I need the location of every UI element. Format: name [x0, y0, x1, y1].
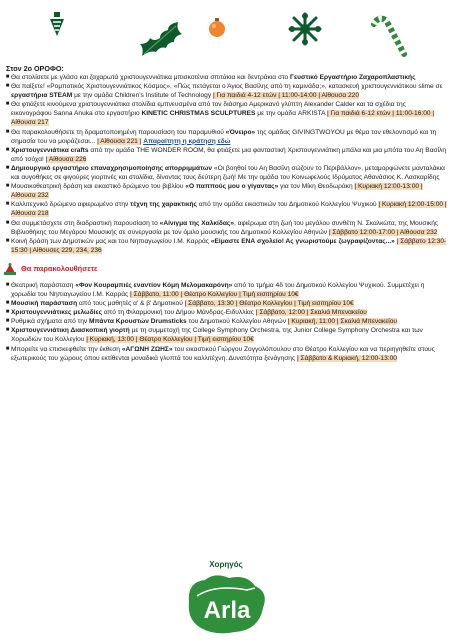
body-text: από το τμήμα 4δ του Δημοτικού Κολλεγίου Ψυχικού. Συμμετέχει η χορωδία του Νηπιαγωγείου Ι.Μ. Καρράς: [11, 281, 425, 298]
emphasis-text: Δημιουργικό εργαστήριο επαναχρησιμοποίησης απορριμμάτων: [11, 164, 213, 172]
emphasis-text: Μουσική παράσταση: [11, 300, 78, 308]
activity-item: [4, 73, 448, 82]
emphasis-text: τέχνη της χαρακτικής: [130, 201, 197, 209]
body-text: Μουσικοθεατρική δράση και εικαστικό δρώμενο του βιβλίου: [11, 183, 186, 191]
holly-leaf-icon: [138, 18, 186, 62]
emphasis-text: εργαστήρια STEAM: [11, 92, 73, 100]
emphasis-text: «Φον Κουραμπιές εναντίον Κόμη Μελομακαρόνη»: [75, 281, 233, 289]
performance-item: [4, 281, 448, 299]
elf-hat-icon: [4, 263, 16, 275]
emphasis-text: Χριστουγεννιάτικη Διασκοπική γιορτή: [11, 327, 130, 335]
performance-item: [4, 317, 448, 326]
body-text: Ρυθμικά σχήματα από την: [11, 318, 90, 326]
activity-item: [4, 128, 448, 146]
activity-item: [4, 200, 448, 218]
schedule-info: | Σάββατο, 12:00 | Σκαλιά Μπενακείου: [255, 309, 367, 317]
booking-link[interactable]: Απαραίτητη η κράτηση εδώ: [143, 137, 231, 145]
activity-text: [11, 100, 448, 127]
watch-section-header: [4, 263, 448, 275]
activity-item: [4, 182, 448, 200]
body-text: Θα φτιάξετε κινούμενα χριστουγεννιάτικα στολίδια εμπνευσμένα από τον διάσημο Αμερικανό γλύπτη Alexander Calder και τα σχέδια της εικονογράφου Sanna Anuka στο εργαστήριο: [11, 101, 406, 118]
christmas-bauble-icon: [44, 10, 70, 40]
body-text: Θα παρακολουθήσετε τη δραματοποιημένη παρουσίαση του παραμυθιού: [11, 128, 226, 136]
performance-item: [4, 299, 448, 308]
bullet-icon: ■: [5, 201, 10, 208]
bullet-icon: ■: [5, 318, 10, 325]
bullet-icon: ■: [5, 281, 10, 288]
body-text: από την ομάδα THE WONDER ROOM, θα φτιάξετε μια φανταστική Χριστουγεννιάτικη μπάλα και μια μπότα του Αη Βασίλη από τσόχα!: [11, 146, 447, 163]
bullet-icon: ■: [5, 327, 10, 334]
body-text: από τους μαθητές α' & β' Δημοτικού: [77, 300, 185, 308]
schedule-info: | Σάββατο, 13:30 | Θέατρο Κολλεγίου | Τιμή εισιτηρίου 10€: [184, 300, 354, 308]
body-text: της ομάδας GIVINGTWOYOU με θέμα τον εθελοντισμό και τη σημασία του να μοιράζεσαι...: [11, 128, 437, 145]
activity-text: [11, 128, 448, 146]
activity-text: [11, 219, 448, 237]
performance-item: [4, 345, 448, 363]
emphasis-text: Γευστικό Εργαστήριο Ζαχαροπλαστικής: [290, 74, 416, 81]
activity-item: [4, 237, 448, 255]
activity-text: [11, 73, 448, 82]
activity-text: [11, 237, 448, 255]
schedule-info: | Αίθουσα 226: [45, 155, 87, 163]
activity-text: [11, 182, 448, 200]
performance-item: [4, 308, 448, 317]
body-text: Καλλιτεχνικό δρώμενο αφιερωμένο στην: [11, 201, 131, 209]
activity-item: [4, 146, 448, 164]
bullet-icon: ■: [5, 183, 10, 190]
emphasis-text: «Ο παππούς μου ο γίγαντας»: [185, 183, 279, 191]
body-text: από την ομάδα εικαστικών του Δημοτικού Κολλεγίου Ψυχικού: [196, 201, 379, 209]
body-text: για τον Μίκη Θεοδωράκη: [278, 183, 355, 191]
body-text: με την ομάδα ARKISTA: [255, 110, 328, 118]
performance-text: [11, 345, 448, 363]
candy-cane-icon: [368, 14, 408, 58]
emphasis-text: «ΑΓΩΝΗ ΖΩΗΣ»: [121, 345, 173, 353]
schedule-info: | Για παιδιά 6-12 ετών | 11:00-16:00 | Αίθουσα 217: [11, 110, 435, 127]
bullet-icon: ■: [5, 83, 10, 90]
bullet-icon: ■: [5, 128, 10, 135]
activity-list: [4, 73, 448, 255]
performance-text: [11, 308, 448, 317]
schedule-info: | Κυριακή 12:00-15:00 | Αίθουσα 218: [11, 201, 447, 218]
arla-cow-logo: [185, 572, 269, 636]
schedule-info: | Σάββατο, 11:00 | Θέατρο Κολλεγίου | Τιμή εισιτηρίου 10€: [130, 290, 299, 298]
body-text: από τη Φιλαρμονική του Δήμου Μάνδρας-Ειδυλλίας: [102, 309, 256, 317]
activity-item: [4, 164, 448, 182]
body-text: Κοινή δράση των Δημοτικών μας και του Νηπιαγωγείου Ι.Μ. Καρράς: [11, 237, 211, 245]
schedule-info: | Αίθουσα 221 |: [97, 137, 142, 145]
body-text: του εικαστικού Γιώργου Ζογγολόπουλου στο Θέατρο Κολλεγίου και να περιηγηθείτε στους εξωτερικούς του χώρους όπου εκτίθενται μοναδικά γλυπτά του καλλιτέχνη. Δυνατότητα ξενάγησης: [11, 345, 435, 362]
activity-item: [4, 100, 448, 127]
performance-list: [4, 281, 448, 363]
body-text: , αφιέρωμα στη ζωή του μεγάλου συνθέτη Ν. Σκαλκώτα, της Μουσικής Βιβλιοθήκης του Μεγάρου Μουσικής σε συνεργασία με τον όμιλο μουσικής του Δημοτικού Κολλεγίου Αθηνών: [11, 219, 439, 236]
ornament-ball-icon: [208, 18, 226, 38]
activity-item: [4, 219, 448, 237]
body-text: Θεατρική παράσταση: [11, 281, 76, 289]
body-text: με τη συμμετοχή της College Symphony Orchestra, της Junior College Symphony Orchestra και των Χορωδιών του Κολλεγίου: [11, 327, 423, 344]
watch-heading: Θα παρακολουθήσετε: [21, 264, 98, 274]
bullet-icon: ■: [5, 164, 10, 171]
body-text: με την ομάδα Children's Institute of Technology: [72, 92, 213, 100]
bullet-icon: ■: [5, 237, 10, 244]
activity-text: [11, 146, 448, 164]
bullet-icon: ■: [5, 345, 10, 352]
emphasis-text: «Όνειρο»: [225, 128, 256, 136]
bullet-icon: ■: [5, 300, 10, 307]
bullet-icon: ■: [5, 309, 10, 316]
schedule-info: | Σάββατο 12:30-15:30 | Αίθουσες 229, 234, 236: [11, 237, 447, 254]
body-text: Θα παίξετε! «Ρομποτικός Χριστουγεννιάτικος Κόσμος», «Πώς πετάγεται ο Άγιος Βασίλης από τη καμινάδα;», κατασκευή χριστουγεννιάτικου slime σε: [11, 83, 443, 91]
schedule-info: | Κυριακή 12:00-13:00 | Αίθουσα 232: [11, 183, 423, 200]
performance-text: [11, 281, 448, 299]
emphasis-text: Χριστουγεννιάτικα crafts: [11, 146, 89, 154]
body-text: Θα συμμετάσχετε στη διαδραστική παρουσίαση το: [11, 219, 160, 227]
bullet-icon: ■: [5, 219, 10, 226]
bullet-icon: ■: [5, 74, 10, 80]
schedule-info: | Σάββατο 12:00-17:00 | Αίθουσα 232: [328, 228, 438, 236]
schedule-info: | Κυριακή, 13:00 | Θέατρο Κολλεγίου | Τιμή εισιτηρίου 10€: [86, 336, 254, 344]
performance-text: [11, 299, 448, 308]
sponsor-label: Χορηγός: [209, 560, 243, 569]
floor-heading: Στον 2ο ΟΡΟΦΟ:: [6, 64, 64, 73]
body-text: «Οι βοηθοί του Αη Βασίλη σώζουν το Περιβάλλον», μεταμορφώνετε μανταλάκια και αυγοθήκες σε φιγούρες γιορτινές και στολίδια, δίνοντας τους δεύτερη ζωή! Με την ομάδα του Κοινωφελούς Ιδρύματος Αθανάσιος Κ. Λασκαρίδης: [11, 164, 445, 182]
body-text: Μπορείτε να επισκεφθείτε την έκθεση: [11, 345, 122, 353]
emphasis-text: Χριστουγεννιάτικες μελωδίες: [11, 309, 103, 317]
activity-text: [11, 164, 448, 182]
body-text: Θα στολίσετε με γλάσο και ζαχαρωτά χριστουγεννιάτικα μπισκοτένια σπιτάκια και δεντράκια στο: [11, 74, 291, 81]
emphasis-text: «Είμαστε ΕΝΑ σχολείο! Ας γνωριστούμε ζωγραφίζοντας...»: [210, 237, 395, 245]
activity-text: [11, 200, 448, 218]
schedule-info: | Σάββατο & Κυριακή, 12:00-13:00: [296, 354, 397, 362]
performance-text: [11, 326, 448, 344]
schedule-info: | Για παιδιά 4-12 ετών | 11:00-14:00 | Αίθουσα 220: [212, 92, 360, 100]
logo-wordmark: Arla: [203, 597, 251, 624]
activity-text: [11, 82, 448, 100]
activity-item: [4, 82, 448, 100]
snowflake-icon: [288, 12, 322, 46]
emphasis-text: Μπάντα Κρουστών Drumsticks: [89, 318, 187, 326]
bullet-icon: ■: [5, 101, 10, 108]
performance-item: [4, 326, 448, 344]
emphasis-text: «Αίνιγμα της Χαλκίδας»: [159, 219, 235, 227]
bullet-icon: ■: [5, 146, 10, 153]
performance-text: [11, 317, 448, 326]
body-text: του Δημοτικού Κολλεγίου Αθηνών: [186, 318, 288, 326]
emphasis-text: KINETIC CHRISTMAS SCULPTURES: [141, 110, 256, 118]
event-program: [4, 64, 448, 363]
schedule-info: | Κυριακή, 11:00 | Σκαλιά Μπενακείου: [287, 318, 398, 326]
